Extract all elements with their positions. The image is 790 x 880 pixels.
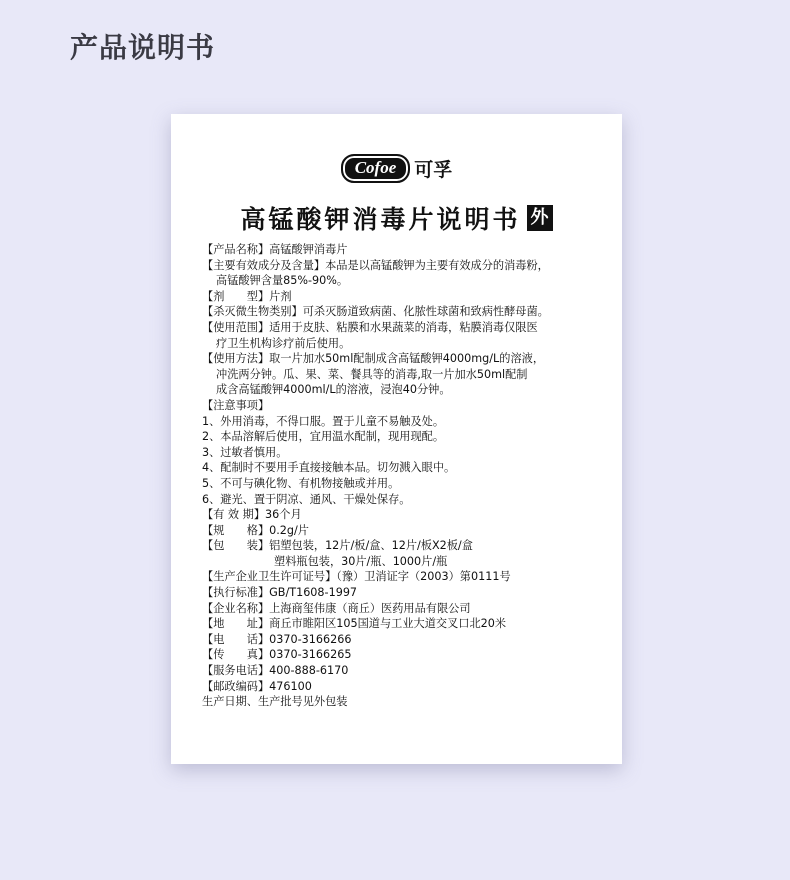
- line-microbe-types: 【杀灭微生物类别】可杀灭肠道致病菌、化脓性球菌和致病性酵母菌。: [202, 305, 549, 319]
- line-usage-cont-2: 成含高锰酸钾4000ml/L的溶液，浸泡40分钟。: [216, 383, 451, 397]
- line-scope: 【使用范围】适用于皮肤、粘膜和水果蔬菜的消毒，粘膜消毒仅限医: [202, 320, 538, 334]
- line-fax: 【传 真】0370-3166265: [202, 648, 352, 662]
- line-precautions-header: 【注意事项】: [202, 398, 270, 412]
- line-ingredients: 【主要有效成分及含量】本品是以高锰酸钾为主要有效成分的消毒粉，: [202, 258, 549, 272]
- line-service-phone: 【服务电话】400-888-6170: [202, 664, 349, 678]
- instruction-leaflet: [171, 114, 622, 764]
- line-specification: 【规 格】0.2g/片: [202, 523, 309, 537]
- line-precaution-4: 4、配制时不要用手直接接触本品。切勿溅入眼中。: [202, 461, 456, 475]
- line-postcode: 【邮政编码】476100: [202, 679, 312, 693]
- external-use-badge: 外: [527, 205, 553, 231]
- line-precaution-1: 1、外用消毒，不得口服。置于儿童不易触及处。: [202, 414, 445, 428]
- line-company: 【企业名称】上海商玺伟康（商丘）医药用品有限公司: [202, 601, 471, 615]
- line-usage: 【使用方法】取一片加水50ml配制成含高锰酸钾4000mg/L的溶液，: [202, 352, 545, 366]
- line-production-note: 生产日期、生产批号见外包装: [202, 695, 348, 709]
- line-phone: 【电 话】0370-3166266: [202, 632, 352, 646]
- line-scope-cont: 疗卫生机构诊疗前后使用。: [216, 336, 351, 350]
- line-precaution-3: 3、过敏者慎用。: [202, 445, 288, 459]
- line-precaution-6: 6、避光、置于阴凉、通风、干燥处保存。: [202, 492, 411, 506]
- line-precaution-5: 5、不可与碘化物、有机物接触或并用。: [202, 476, 400, 490]
- title-row: [171, 202, 622, 234]
- line-standard: 【执行标准】GB/T1608-1997: [202, 586, 358, 600]
- line-packaging-cont: 塑料瓶包装，30片/瓶、1000片/瓶: [274, 554, 448, 568]
- line-product-name: 【产品名称】高锰酸钾消毒片: [202, 243, 348, 256]
- line-address: 【地 址】商丘市睢阳区105国道与工业大道交叉口北20米: [202, 617, 507, 631]
- line-precaution-2: 2、本品溶解后使用，宜用温水配制，现用现配。: [202, 430, 445, 444]
- brand-logo: [171, 154, 622, 182]
- brand-logo-text: Cofoe: [341, 154, 411, 183]
- line-usage-cont-1: 冲洗两分钟。瓜、果、菜、餐具等的消毒,取一片加水50ml配制: [216, 367, 528, 381]
- line-ingredients-cont: 高锰酸钾含量85%-90%。: [216, 274, 349, 288]
- line-shelf-life: 【有 效 期】36个月: [202, 508, 302, 522]
- leaflet-body: [202, 242, 612, 710]
- brand-name: 可孚: [414, 158, 453, 181]
- page-heading: 产品说明书: [70, 31, 216, 64]
- line-dosage-form: 【剂 型】片剂: [202, 289, 292, 303]
- line-license: 【生产企业卫生许可证号】（豫）卫消证字（2003）第0111号: [202, 570, 511, 584]
- line-packaging: 【包 装】铝塑包装，12片/板/盒、12片/板X2板/盒: [202, 539, 473, 553]
- leaflet-title: 高锰酸钾消毒片说明书: [240, 205, 521, 234]
